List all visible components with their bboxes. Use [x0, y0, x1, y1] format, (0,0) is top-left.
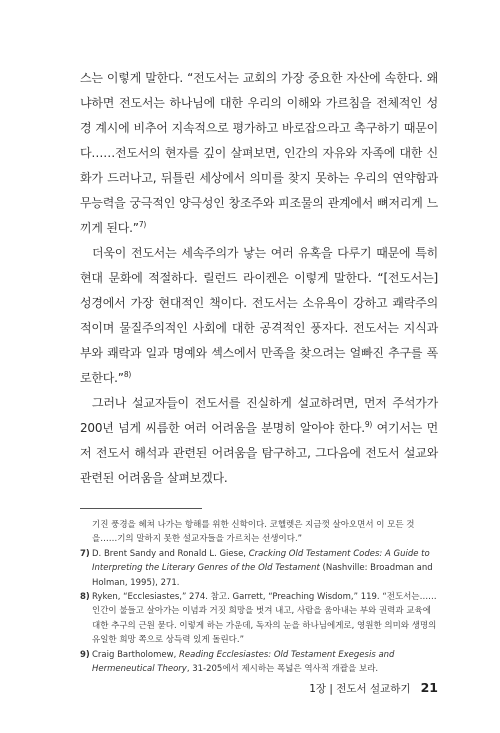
footnote-9-title: Reading Ecclesiastes: Old Testament Exegesis and Hermeneutical Theory: [92, 649, 395, 675]
main-text: [80, 66, 438, 491]
footnote-continuation: [80, 518, 438, 547]
footnote-9-text: , 31-205에서 제시하는 폭넓은 역사적 개괄을 보라.: [186, 664, 379, 675]
footnotes: [80, 518, 438, 676]
footnote-8: [80, 590, 438, 648]
footnote-ref-9[interactable]: 9): [364, 420, 373, 429]
footnote-8-text: Ryken, “Ecclesiastes,” 274. 참고. Garrett, “Preaching Wisdom,” 119. “전도서는……인간이 불들고 살아가는 이념과 거짓 희망을 벗겨 내고, 사람을 움아내는 부와 권력과 교육에 대한 추구의 근원 묻다. 이렇게 하는 가운데, 독자의 눈을 하나님에게로, 영원한 의미와 생명의 유일한 희망 쪽으로 상득력 있게 돌린다.”: [92, 592, 437, 646]
footnote-7-authors: D. Brent Sandy and Ronald L. Giese,: [92, 548, 249, 559]
page-number: 21: [420, 680, 438, 695]
footnote-continuation-text: 기진 풍경을 헤쳐 나가는 항해를 위한 신학이다. 코헬렛은 지금껏 살아오면서 이 모든 것을……기의 말하지 못한 설교자들을 가르치는 선생이다.”: [92, 520, 415, 545]
paragraph-2: [80, 241, 438, 391]
footnote-9: [80, 648, 438, 677]
footnote-7: [80, 547, 438, 590]
paragraph-3: [80, 391, 438, 491]
paragraph-3-text-b: 여기서는 먼저 전도서 해석과 관련된 어려움을 탐구하고, 그다음에 전도서 설교와 관련된 어려움을 살펴보겠다.: [80, 421, 438, 485]
paragraph-1: [80, 66, 438, 241]
footnote-ref-7[interactable]: 7): [138, 220, 147, 229]
paragraph-2-text: 더욱이 전도서는 세속주의가 낳는 여러 유혹을 다루기 때문에 특히 현대 문화에 적절하다. 릴런드 라이켄은 이렇게 말한다. “[전도서는] 성경에서 가장 현대적인 책이다. 전도서는 소유욕이 강하고 쾌락주의적이며 물질주의적인 사회에 대한 공격적인 풍자다. 전도서는 지식과 부와 쾌락과 일과 명예와 섹스에서 만족을 찾으려는 얼빠진 추구를 폭로한다.”: [80, 246, 438, 385]
footnote-ref-8[interactable]: 8): [123, 370, 132, 379]
footnote-9-number: 9): [80, 649, 90, 660]
footnote-9-author: Craig Bartholomew,: [92, 649, 179, 660]
running-footer-chapter: 1장 | 전도서 설교하기: [309, 683, 411, 695]
footnote-7-number: 7): [80, 548, 90, 559]
footnote-8-number: 8): [80, 592, 90, 603]
paragraph-1-text: 스는 이렇게 말한다. “전도서는 교회의 가장 중요한 자산에 속한다. 왜냐하면 전도서는 하나님에 대한 우리의 이해와 가르침을 전체적인 성경 계시에 비추어 지속적으로 평가하고 바로잡으라고 촉구하기 때문이다……전도서의 현자를 깊이 살펴보면, 인간의 자유와 자족에 대한 신화가 드러나고, 뒤틀린 세상에서 의미를 찾지 못하는 우리의 연약함과 무능력을 궁극적인 양극성인 창조주와 피조물의 관계에서 뼈저리게 느끼게 된다.”: [80, 71, 438, 235]
paragraph-3-text-a: 그러나 설교자들이 전도서를 진실하게 설교하려면, 먼저 주석가가 200년 넘게 씨름한 여러 어려움을 분명히 알아야 한다.: [80, 396, 438, 435]
page-footer: [309, 680, 438, 696]
footnote-7-publisher: (Nashville: Broadman and Holman, 1995), 271.: [92, 563, 433, 588]
footnote-divider: [80, 508, 202, 509]
footnote-7-title: Cracking Old Testament Codes: A Guide to Interpreting the Literary Genres of the Old Testament: [92, 548, 430, 574]
